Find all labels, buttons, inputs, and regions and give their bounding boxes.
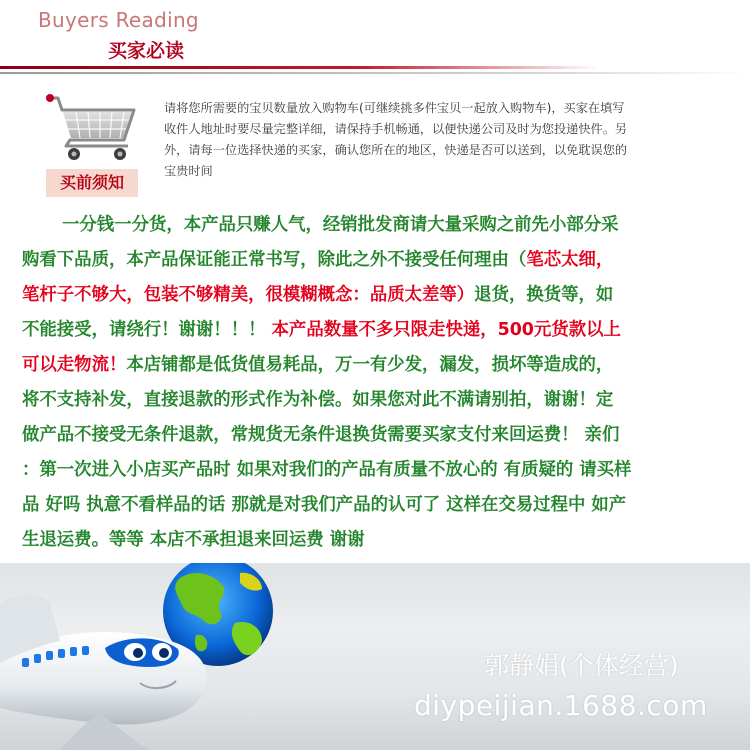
- policy-segment: 做产品不接受无条件退款，常规货无条件退换货需要买家支付来回运费！ 亲们: [22, 425, 620, 445]
- policy-line: [22, 208, 734, 243]
- policy-segment: 退货，换货等，如: [474, 285, 614, 305]
- policy-line: [22, 383, 734, 418]
- policy-highlight: 可以走物流！: [22, 355, 127, 375]
- policy-line: [22, 488, 734, 523]
- policy-line: [22, 313, 734, 348]
- policy-highlight: 笔芯太细，: [526, 250, 614, 270]
- notice-line: 宝贵时间: [164, 164, 213, 178]
- shop-url: diypeijian.1688.com: [414, 689, 708, 722]
- policy-line: [22, 348, 734, 383]
- notice-line: 外，请每一位选择快递的买家，确认您所在的地区，快递是否可以送到，以免耽误您的: [164, 143, 628, 157]
- policy-segment: 购看下品质，本产品保证能正常书写，除此之外不接受任何理由（: [22, 250, 527, 270]
- policy-segment: 不能接受，请绕行！谢谢！！！: [22, 320, 272, 340]
- policy-text: [22, 208, 734, 558]
- policy-line: [22, 523, 734, 558]
- notice-badge: 买前须知: [46, 169, 138, 197]
- policy-line: [22, 453, 734, 488]
- policy-segment: 本店铺都是低货值易耗品，万一有少发，漏发，损坏等造成的，: [126, 355, 614, 375]
- shopping-cart-icon: [38, 90, 156, 168]
- policy-segment: 将不支持补发，直接退款的形式作为补偿。如果您对此不满请别拍，谢谢！定: [22, 390, 614, 410]
- notice-text: [164, 98, 728, 182]
- notice-line: 收件人地址时要尽量完整详细，请保持手机畅通，以便快递公司及时为您投递快件。另: [164, 122, 628, 136]
- policy-segment: ：第一次进入小店买产品时 如果对我们的产品有质量不放心的 有质疑的 请买样: [22, 460, 632, 480]
- page-header: [0, 0, 750, 80]
- policy-segment: 一分钱一分货，本产品只赚人气，经销批发商请大量采购之前先小部分采: [62, 215, 619, 235]
- header-divider-red: [0, 66, 600, 69]
- footer-banner: [0, 563, 750, 750]
- shop-name: 郭静娟(个体经营): [484, 651, 679, 680]
- policy-line: [22, 243, 734, 278]
- notice-line: 请将您所需要的宝贝数量放入购物车(可继续挑多件宝贝一起放入购物车)，买家在填写: [164, 101, 625, 115]
- policy-highlight: 本产品数量不多只限走快递，500元货款以上: [271, 320, 621, 340]
- purchase-notice: [38, 90, 738, 200]
- header-divider-gray: [0, 72, 750, 74]
- header-title-cn: 买家必读: [108, 40, 185, 62]
- policy-line: [22, 418, 734, 453]
- policy-highlight: 笔杆子不够大，包装不够精美，很模糊概念：品质太差等）: [22, 285, 475, 305]
- header-title-en: Buyers Reading: [38, 8, 199, 32]
- policy-line: [22, 278, 734, 313]
- policy-segment: 品 好吗 执意不看样品的话 那就是对我们产品的认可了 这样在交易过程中 如产: [22, 495, 627, 515]
- policy-segment: 生退运费。等等 本店不承担退来回运费 谢谢: [22, 530, 365, 550]
